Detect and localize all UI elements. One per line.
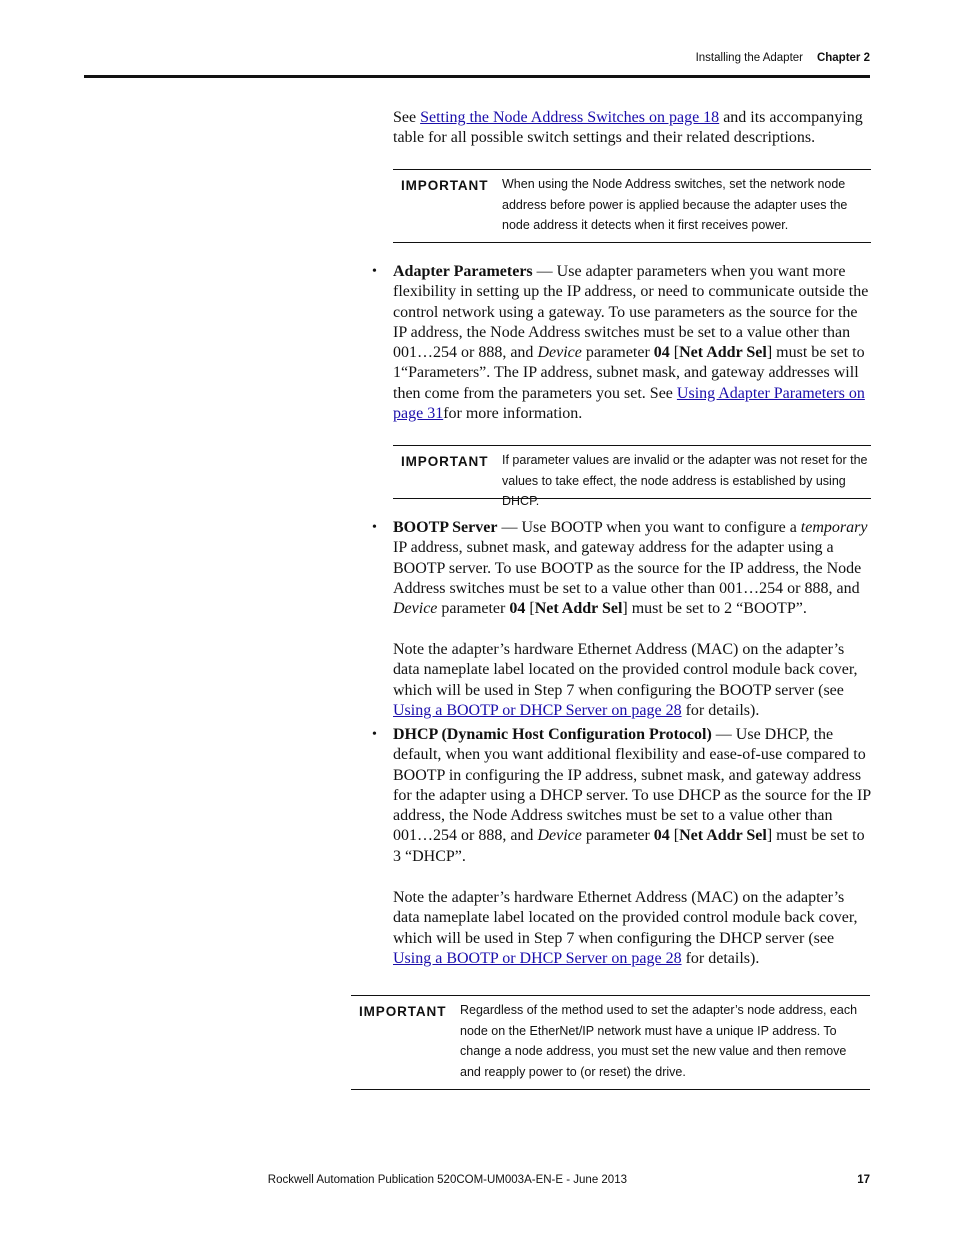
- bullet-marker-bootp: •: [372, 520, 377, 535]
- device-word: Device: [537, 344, 582, 362]
- param-number: 04: [653, 344, 670, 362]
- intro-prefix: See: [393, 109, 421, 126]
- bootp-note-text: Note the adapter’s hardware Ethernet Address (MAC) on the adapter’s data nameplate label located on the provided control module back cover, which will be used in Step 7 when configuring the BOOTP server (see: [393, 641, 858, 699]
- bracket: [: [669, 344, 680, 362]
- bullet-dhcp: [393, 725, 871, 867]
- important-box-3: [351, 995, 870, 1090]
- bootp-text-1: — Use BOOTP when you want to configure a: [497, 519, 801, 536]
- param-name: Net Addr Sel: [679, 344, 767, 362]
- important-text-3: Regardless of the method used to set the adapter’s node address, each node on the EtherNet/IP network must have a unique IP address. To change a node address, you must set the new value and then remove and reapply power to (or reset) the drive.: [460, 1003, 858, 1079]
- adapter-params-text-1: — Use adapter parameters when you want more flexibility in setting up the IP address, or need to communicate outside the control network using a gateway. To use parameters as the source for the IP address, the Node Address switches must be set to a value other than 001…254 or 888, and: [393, 263, 869, 362]
- dhcp-note-text: Note the adapter’s hardware Ethernet Address (MAC) on the adapter’s data nameplate label located on the provided control module back cover, which will be used in Step 7 when configuring the DHCP server (see: [393, 889, 858, 947]
- bullet-adapter-parameters: [393, 262, 871, 424]
- adapter-params-text-2: parameter: [581, 344, 654, 362]
- term-bootp-server: BOOTP Server: [393, 519, 498, 536]
- param-number: 04: [653, 827, 670, 845]
- footer-publication: Rockwell Automation Publication 520COM-UM003A-EN-E - June 2013: [267, 1174, 627, 1186]
- bullet-marker-adapter-params: •: [372, 264, 377, 279]
- dhcp-note-end: for details).: [681, 949, 760, 967]
- dhcp-text-1: — Use DHCP, the default, when you want additional flexibility and ease-of-use compared to BOOTP in configuring the IP address, subnet mask, and gateway address for the adapter using a DHCP server. To use DHCP as the source for the IP address, the Node Address switches must be set to a value other than 001…254 or 888, and: [393, 726, 871, 845]
- bootp-text-3: parameter: [437, 600, 510, 618]
- dhcp-mac-note: [393, 888, 871, 969]
- link-node-address-switches[interactable]: Setting the Node Address Switches on page 18: [420, 109, 720, 126]
- device-word: Device: [537, 827, 582, 845]
- important-text-2: If parameter values are invalid or the adapter was not reset for the values to take effect, the node address is established by using DHCP.: [502, 453, 868, 508]
- important-text-1: When using the Node Address switches, set the network node address before power is applied because the adapter uses the node address it detects when it first receives power.: [502, 177, 848, 232]
- bracket: [: [525, 600, 535, 618]
- term-adapter-parameters: Adapter Parameters: [393, 263, 533, 280]
- adapter-params-text-3: ] must be set to 1“Parameters”. The IP address, subnet mask, and gateway addresses will then come from the parameters you set. See: [393, 344, 865, 402]
- bootp-text-4: ] must be set to 2 “BOOTP”.: [622, 600, 807, 618]
- header-rule: [84, 75, 870, 78]
- bootp-mac-note: [393, 640, 871, 721]
- intro-paragraph: [393, 108, 871, 149]
- param-name: Net Addr Sel: [679, 827, 767, 845]
- link-using-adapter-parameters[interactable]: Using Adapter Parameters on page 31: [393, 384, 865, 423]
- link-bootp-dhcp-server-2[interactable]: Using a BOOTP or DHCP Server on page 28: [393, 949, 682, 967]
- temporary-word: temporary: [800, 519, 868, 536]
- param-name: Net Addr Sel: [534, 600, 623, 618]
- dhcp-text-2: parameter: [581, 827, 654, 845]
- param-number: 04: [509, 600, 526, 618]
- important-label-1: IMPORTANT: [401, 178, 489, 193]
- important-label-2: IMPORTANT: [401, 454, 489, 469]
- bullet-bootp-server: [393, 518, 871, 619]
- running-header-chapter: Chapter 2: [816, 52, 870, 64]
- bracket: [: [669, 827, 680, 845]
- link-bootp-dhcp-server-1[interactable]: Using a BOOTP or DHCP Server on page 28: [393, 701, 682, 719]
- adapter-params-text-4: for more information.: [443, 405, 583, 423]
- dhcp-text-3: ] must be set to 3 “DHCP”.: [393, 827, 865, 865]
- important-label-3: IMPORTANT: [359, 1004, 447, 1019]
- page-number: 17: [857, 1174, 870, 1186]
- running-header-section: Installing the Adapter: [695, 52, 803, 64]
- device-word: Device: [393, 600, 438, 618]
- bootp-note-end: for details).: [681, 701, 760, 719]
- intro-suffix: and its accompanying table for all possible switch settings and their related descriptions.: [393, 109, 863, 147]
- bullet-marker-dhcp: •: [372, 727, 377, 742]
- important-box-2: [393, 445, 871, 508]
- term-dhcp: DHCP (Dynamic Host Configuration Protocol): [393, 726, 712, 743]
- important-box-1: [393, 169, 871, 243]
- bootp-text-2: IP address, subnet mask, and gateway address for the adapter using a BOOTP server. To use BOOTP as the source for the IP address, the Node Address switches must be set to a value other than 001…254 or 888, and: [393, 539, 862, 597]
